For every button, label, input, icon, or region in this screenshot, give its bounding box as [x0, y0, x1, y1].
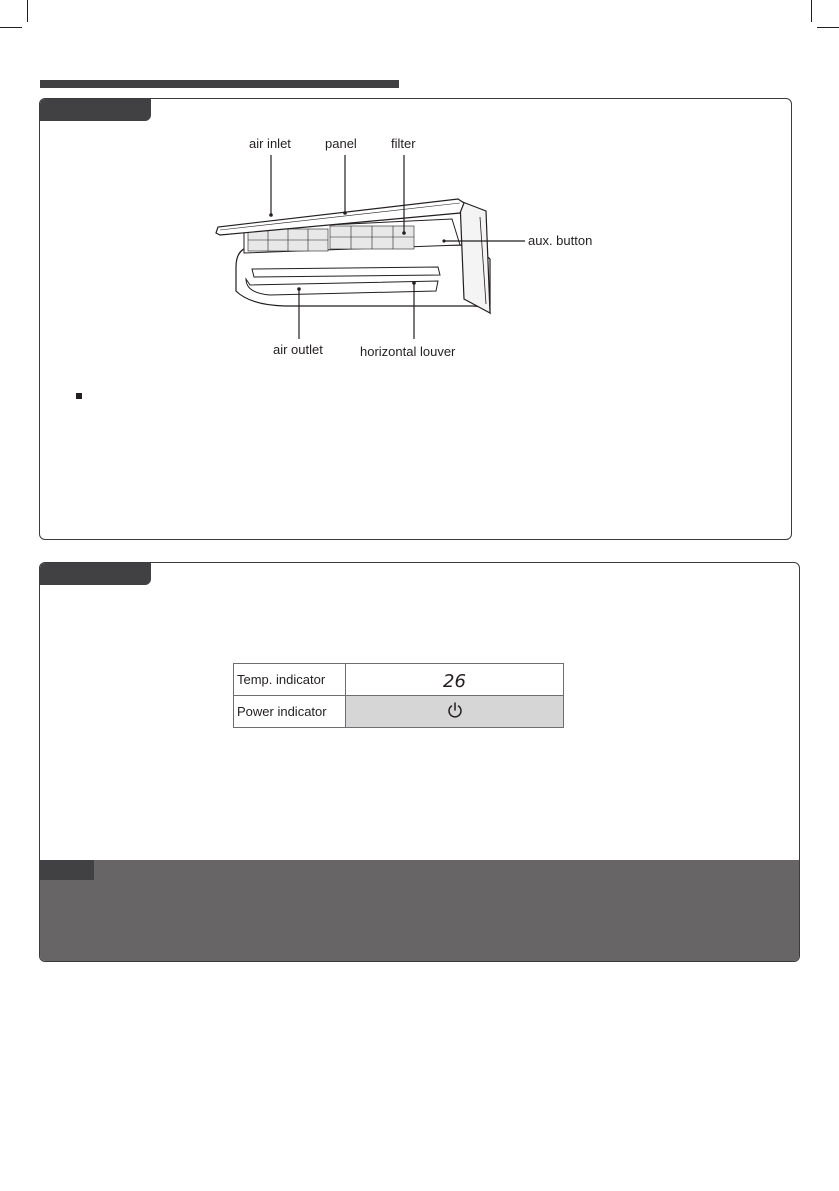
- unit-body: [236, 245, 490, 313]
- crop-mark-right-vertical: [811, 0, 812, 22]
- label-air-inlet: air inlet: [249, 136, 291, 151]
- seven-segment-display: [442, 671, 468, 689]
- filter-left: [248, 229, 328, 251]
- label-aux-button: aux. button: [528, 233, 593, 248]
- page-title-bar: [40, 80, 399, 88]
- table-row: [234, 664, 564, 696]
- label-horizontal-louver: horizontal louver: [360, 344, 456, 359]
- crop-mark-left-vertical: [27, 0, 28, 22]
- indicator-table: [233, 663, 564, 728]
- note-panel: [40, 860, 799, 961]
- bullet-square: [76, 393, 82, 399]
- power-icon: [446, 701, 464, 719]
- indoor-unit-diagram: [40, 99, 791, 399]
- outlet-slot: [252, 267, 440, 277]
- display-section: [39, 562, 800, 962]
- table-row: [234, 696, 564, 728]
- display-section-tab: [40, 563, 151, 585]
- temp-digits: 26: [442, 670, 466, 689]
- power-indicator-label: Power indicator: [234, 696, 346, 728]
- temp-indicator-label: Temp. indicator: [234, 664, 346, 696]
- crop-mark-left-horizontal: [0, 27, 22, 28]
- filter-right: [330, 226, 414, 249]
- note-tab: [40, 860, 94, 880]
- label-panel: panel: [325, 136, 357, 151]
- label-air-outlet: air outlet: [273, 342, 323, 357]
- temp-indicator-value: [346, 664, 564, 696]
- power-indicator-value: [346, 696, 564, 728]
- indoor-unit-section: [39, 98, 792, 540]
- crop-mark-right-horizontal: [817, 27, 839, 28]
- label-filter: filter: [391, 136, 416, 151]
